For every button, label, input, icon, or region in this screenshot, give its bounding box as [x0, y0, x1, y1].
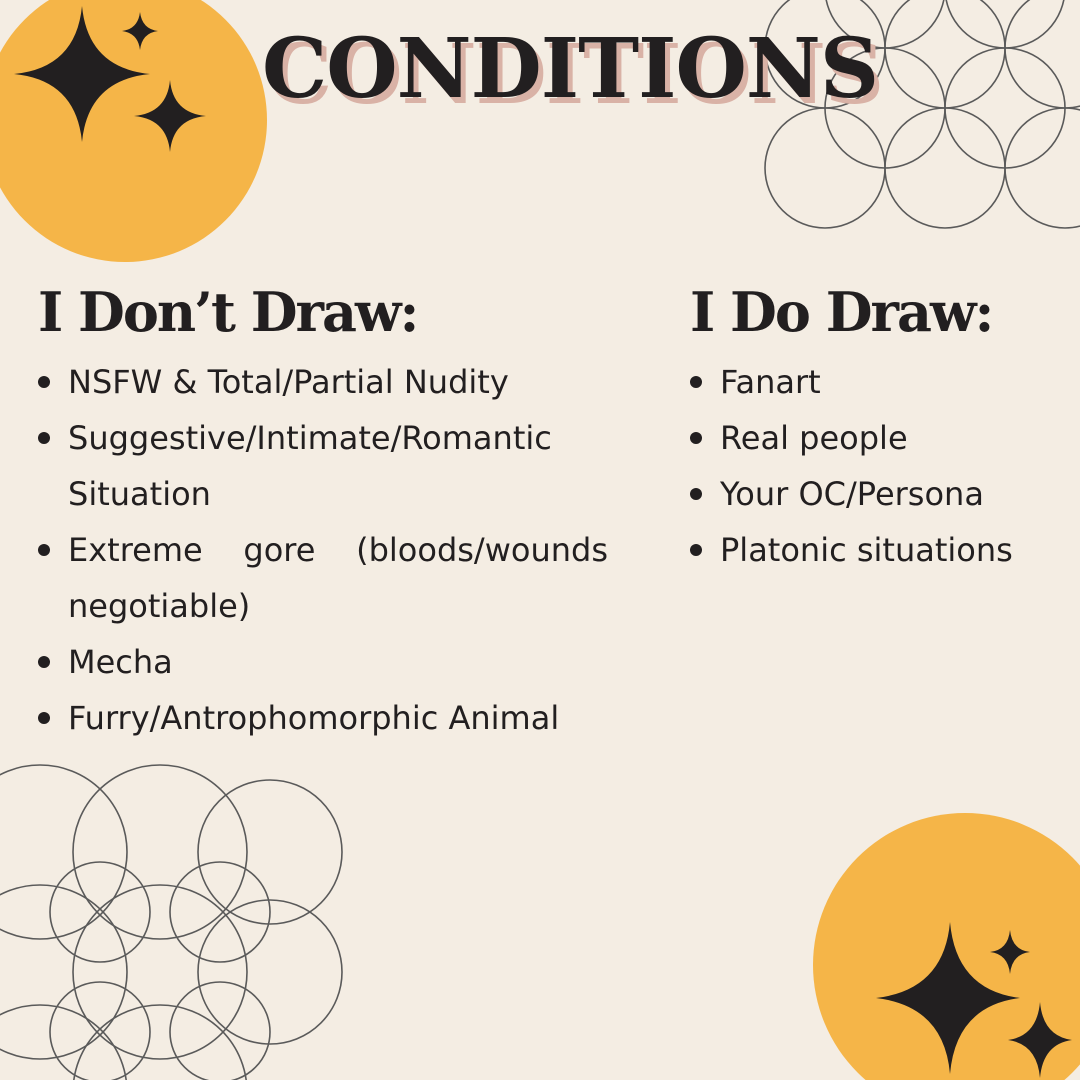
bullet-icon: [38, 432, 50, 444]
do-draw-heading: I Do Draw:: [690, 280, 993, 344]
list-item: [690, 410, 1070, 466]
list-item: [690, 522, 1070, 578]
bullet-icon: [690, 432, 702, 444]
bullet-icon: [38, 376, 50, 388]
list-item: [38, 522, 618, 634]
bullet-icon: [690, 376, 702, 388]
dont-draw-list: [38, 354, 618, 746]
bullet-icon: [690, 488, 702, 500]
list-item: [690, 354, 1070, 410]
do-draw-section: [690, 282, 1070, 578]
bullet-icon: [38, 712, 50, 724]
list-item: [38, 354, 618, 410]
list-item: [38, 410, 618, 522]
list-item-text: Suggestive/Intimate/Romantic Situation: [68, 419, 552, 513]
bullet-icon: [38, 544, 50, 556]
list-item: [38, 690, 618, 746]
do-draw-list: [690, 354, 1070, 578]
list-item-text: Furry/Antrophomorphic Animal: [68, 699, 560, 737]
list-item: [38, 634, 618, 690]
list-item-text: Real people: [720, 419, 908, 457]
ring-pattern-bottom-left: [0, 765, 342, 1080]
list-item-text: Platonic situations: [720, 531, 1013, 569]
list-item-text: Extreme gore (bloods/wounds negotiable): [68, 531, 608, 625]
page-title: CONDITIONS: [261, 21, 879, 117]
list-item-text: Fanart: [720, 363, 821, 401]
dont-draw-heading: I Don’t Draw:: [38, 280, 418, 344]
list-item-text: NSFW & Total/Partial Nudity: [68, 363, 509, 401]
list-item-text: Mecha: [68, 643, 173, 681]
dont-draw-section: [38, 282, 618, 746]
bullet-icon: [690, 544, 702, 556]
bullet-icon: [38, 656, 50, 668]
list-item: [690, 466, 1070, 522]
list-item-text: Your OC/Persona: [720, 475, 984, 513]
